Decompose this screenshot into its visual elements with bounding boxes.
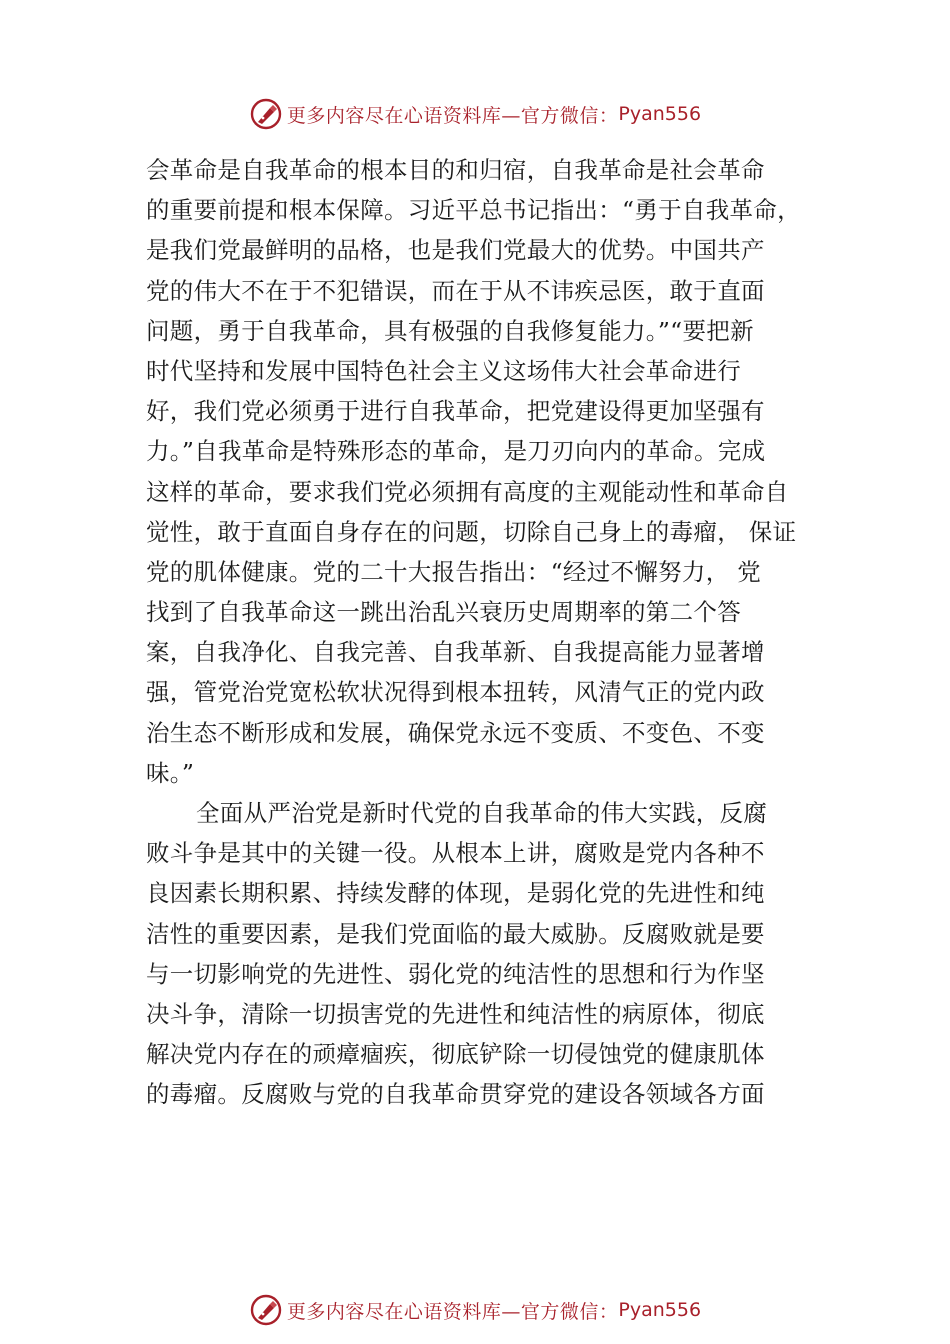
- text-line: 与一切影响党的先进性、弱化党的纯洁性的思想和行为作坚: [146, 959, 765, 988]
- text-line: 治生态不断形成和发展，确保党永远不变质、不变色、不变: [146, 718, 765, 747]
- text-line: 问题，勇于自我革命，具有极强的自我修复能力。”“要把新: [146, 316, 754, 345]
- text-line: 强，管党治党宽松软状况得到根本扭转，风清气正的党内政: [146, 678, 765, 707]
- text-line: 案，自我净化、自我完善、自我革新、自我提高能力显著增: [146, 638, 765, 667]
- header-banner-id: Pyan556: [618, 103, 702, 125]
- text-line: 党的肌体健康。党的二十大报告指出：“经过不懈努力， 党: [146, 557, 762, 586]
- text-line: 洁性的重要因素，是我们党面临的最大威胁。反腐败就是要: [146, 919, 765, 948]
- pen-nib-logo-icon: [249, 1293, 283, 1327]
- text-line: 良因素长期积累、持续发酵的体现，是弱化党的先进性和纯: [146, 879, 765, 908]
- footer-banner-id: Pyan556: [618, 1299, 702, 1321]
- text-line: 时代坚持和发展中国特色社会主义这场伟大社会革命进行: [146, 356, 741, 385]
- footer-banner: [0, 1290, 950, 1330]
- text-line: 找到了自我革命这一跳出治乱兴衰历史周期率的第二个答: [146, 598, 741, 627]
- header-banner: [0, 94, 950, 134]
- text-line: 败斗争是其中的关键一役。从根本上讲，腐败是党内各种不: [146, 839, 765, 868]
- pen-nib-logo-icon: [249, 97, 283, 131]
- text-line: 是我们党最鲜明的品格，也是我们党最大的优势。中国共产: [146, 236, 765, 265]
- text-line: 决斗争，清除一切损害党的先进性和纯洁性的病原体，彻底: [146, 999, 765, 1028]
- text-line: 党的伟大不在于不犯错误，而在于从不讳疾忌医，敢于直面: [146, 276, 765, 305]
- text-line: 的重要前提和根本保障。习近平总书记指出：“勇于自我革命，: [146, 196, 801, 225]
- text-line: 力。”自我革命是特殊形态的革命，是刀刃向内的革命。完成: [146, 437, 766, 466]
- text-line: 解决党内存在的顽瘴痼疾，彻底铲除一切侵蚀党的健康肌体: [146, 1040, 765, 1069]
- text-line: 味。”: [146, 758, 195, 787]
- text-line: 觉性，敢于直面自身存在的问题，切除自己身上的毒瘤， 保证: [146, 517, 797, 546]
- text-line: 好，我们党必须勇于进行自我革命，把党建设得更加坚强有: [146, 397, 765, 426]
- text-line: 的毒瘤。反腐败与党的自我革命贯穿党的建设各领域各方面: [146, 1080, 765, 1109]
- document-body: [146, 150, 811, 1115]
- footer-banner-text: 更多内容尽在心语资料库—官方微信：: [286, 1300, 619, 1323]
- text-line: 这样的革命，要求我们党必须拥有高度的主观能动性和革命自: [146, 477, 789, 506]
- header-banner-text: 更多内容尽在心语资料库—官方微信：: [286, 104, 619, 127]
- text-line: 会革命是自我革命的根本目的和归宿，自我革命是社会革命: [146, 156, 765, 184]
- text-line: 全面从严治党是新时代党的自我革命的伟大实践，反腐: [196, 799, 768, 827]
